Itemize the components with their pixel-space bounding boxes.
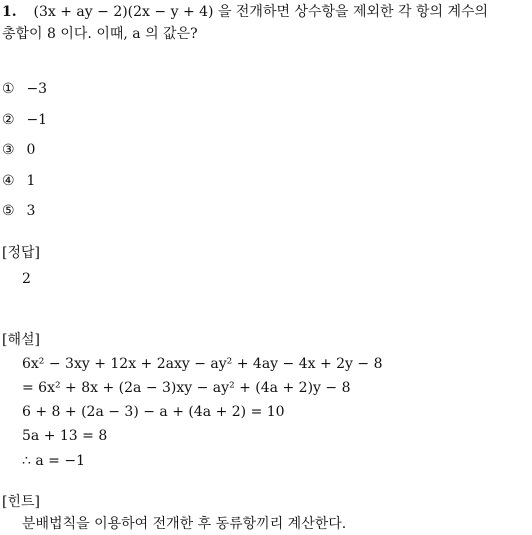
choice-3-mark: ③ [2,142,15,158]
choice-4[interactable] [2,171,35,191]
choice-5[interactable] [2,201,35,221]
choice-1[interactable] [2,79,47,99]
choice-4-mark: ④ [2,173,15,189]
hint-label: [힌트] [2,494,40,510]
choice-2-value: −1 [26,112,48,128]
solution-line-2: = 6x² + 8x + (2a − 3)xy − ay² + (4a + 2)y − 8 [22,380,351,396]
question-text-line-1: (3x + ay − 2)(2x − y + 4) 을 전개하면 상수항을 제외한 각 항의 계수의 [33,4,489,20]
choice-3-value: 0 [26,142,36,158]
question-line-1 [2,2,488,22]
question-line-2 [2,24,198,44]
choice-3[interactable] [2,140,35,160]
choice-1-value: −3 [26,81,48,97]
choice-5-value: 3 [26,203,36,219]
choice-1-mark: ① [2,81,15,97]
choice-2-mark: ② [2,112,15,128]
hint-text: 분배법칙을 이용하여 전개한 후 동류항끼리 계산한다. [22,516,347,532]
answer-value: 2 [22,271,31,287]
question-text-line-2: 총합이 8 이다. 이때, a 의 값은? [2,26,198,42]
choice-4-value: 1 [26,173,36,189]
solution-label: [해설] [2,332,40,348]
question-number: 1. [2,4,17,20]
solution-line-4: 5a + 13 = 8 [22,428,108,444]
choice-5-mark: ⑤ [2,203,15,219]
solution-line-1: 6x² − 3xy + 12x + 2axy − ay² + 4ay − 4x + 2y − 8 [22,356,383,372]
answer-label: [정답] [2,245,40,261]
solution-line-3: 6 + 8 + (2a − 3) − a + (4a + 2) = 10 [22,404,285,420]
solution-line-5: ∴ a = −1 [22,453,85,469]
choice-2[interactable] [2,110,47,130]
